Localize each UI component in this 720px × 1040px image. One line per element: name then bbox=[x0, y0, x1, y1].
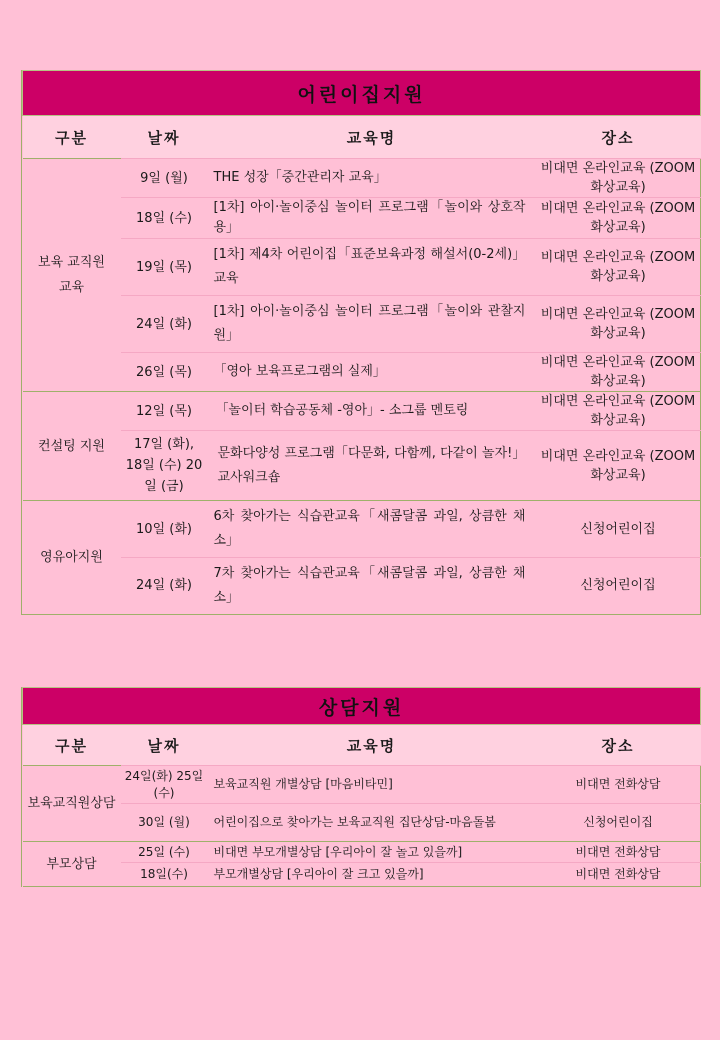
date-cell: 9일 (월) bbox=[121, 159, 208, 198]
date-cell: 24일 (화) bbox=[121, 296, 208, 353]
program-cell: 7차 찾아가는 식습관교육「새콤달콤 과일, 상큼한 채소」 bbox=[208, 558, 536, 614]
category-cell: 보육교직원상담 bbox=[23, 766, 121, 842]
program-cell: 비대면 부모개별상담 [우리아이 잘 놀고 있을까] bbox=[208, 842, 536, 863]
table-row bbox=[23, 239, 701, 296]
header-category: 구분 bbox=[23, 116, 121, 159]
table-row bbox=[23, 842, 701, 863]
program-cell: 6차 찾아가는 식습관교육「새콤달콤 과일, 상큼한 채소」 bbox=[208, 501, 536, 558]
counseling-support-section bbox=[21, 687, 701, 887]
header-place: 장소 bbox=[536, 725, 701, 766]
place-cell: 비대면 전화상담 bbox=[536, 766, 701, 804]
table-row bbox=[23, 198, 701, 239]
category-cell: 부모상담 bbox=[23, 842, 121, 887]
table-row bbox=[23, 501, 701, 558]
childcare-support-section bbox=[21, 70, 701, 615]
place-cell: 비대면 온라인교육 (ZOOM 화상교육) bbox=[536, 353, 701, 392]
place-cell: 비대면 온라인교육 (ZOOM 화상교육) bbox=[536, 159, 701, 198]
header-date: 날짜 bbox=[121, 725, 208, 766]
program-cell: 어린이집으로 찾아가는 보육교직원 집단상담-마음돌봄 bbox=[208, 804, 536, 842]
table-row bbox=[23, 804, 701, 842]
category-cell: 컨설팅 지원 bbox=[23, 392, 121, 501]
place-cell: 신청어린이집 bbox=[536, 501, 701, 558]
date-cell: 19일 (목) bbox=[121, 239, 208, 296]
program-cell: 「영아 보육프로그램의 실제」 bbox=[208, 353, 536, 392]
program-cell: [1차] 아이·놀이중심 놀이터 프로그램「놀이와 관찰지원」 bbox=[208, 296, 536, 353]
counseling-support-table bbox=[22, 687, 701, 887]
date-cell: 24일(화) 25일(수) bbox=[121, 766, 208, 804]
program-cell: 부모개별상담 [우리아이 잘 크고 있을까] bbox=[208, 863, 536, 887]
date-cell: 25일 (수) bbox=[121, 842, 208, 863]
program-cell: 보육교직원 개별상담 [마음비타민] bbox=[208, 766, 536, 804]
header-category: 구분 bbox=[23, 725, 121, 766]
category-cell: 영유아지원 bbox=[23, 501, 121, 614]
place-cell: 비대면 전화상담 bbox=[536, 863, 701, 887]
program-cell: 「놀이터 학습공동체 -영아」- 소그룹 멘토링 bbox=[208, 392, 536, 431]
table-row bbox=[23, 863, 701, 887]
place-cell: 비대면 온라인교육 (ZOOM 화상교육) bbox=[536, 198, 701, 239]
place-cell: 신청어린이집 bbox=[536, 558, 701, 614]
place-cell: 비대면 온라인교육 (ZOOM 화상교육) bbox=[536, 296, 701, 353]
place-cell: 비대면 온라인교육 (ZOOM 화상교육) bbox=[536, 431, 701, 501]
table-row bbox=[23, 296, 701, 353]
place-cell: 신청어린이집 bbox=[536, 804, 701, 842]
table-row bbox=[23, 766, 701, 804]
program-cell: THE 성장「중간관리자 교육」 bbox=[208, 159, 536, 198]
table-row bbox=[23, 431, 701, 501]
date-cell: 24일 (화) bbox=[121, 558, 208, 614]
section-title: 상담지원 bbox=[23, 688, 701, 725]
childcare-support-table bbox=[22, 70, 701, 614]
program-cell: [1차] 제4차 어린이집「표준보육과정 해설서(0-2세)」교육 bbox=[208, 239, 536, 296]
table-row bbox=[23, 558, 701, 614]
table-row bbox=[23, 159, 701, 198]
date-cell: 18일(수) bbox=[121, 863, 208, 887]
category-cell: 보육 교직원 교육 bbox=[23, 159, 121, 392]
header-place: 장소 bbox=[536, 116, 701, 159]
date-cell: 17일 (화), 18일 (수) 20일 (금) bbox=[121, 431, 208, 501]
header-program: 교육명 bbox=[208, 725, 536, 766]
table-row bbox=[23, 392, 701, 431]
date-cell: 12일 (목) bbox=[121, 392, 208, 431]
place-cell: 비대면 전화상담 bbox=[536, 842, 701, 863]
header-date: 날짜 bbox=[121, 116, 208, 159]
section-title: 어린이집지원 bbox=[23, 71, 701, 116]
header-program: 교육명 bbox=[208, 116, 536, 159]
program-cell: 문화다양성 프로그램「다문화, 다함께, 다같이 놀자!」교사워크숍 bbox=[208, 431, 536, 501]
table-row bbox=[23, 353, 701, 392]
date-cell: 18일 (수) bbox=[121, 198, 208, 239]
date-cell: 26일 (목) bbox=[121, 353, 208, 392]
place-cell: 비대면 온라인교육 (ZOOM 화상교육) bbox=[536, 239, 701, 296]
date-cell: 10일 (화) bbox=[121, 501, 208, 558]
program-cell: [1차] 아이·놀이중심 놀이터 프로그램「놀이와 상호작용」 bbox=[208, 198, 536, 239]
place-cell: 비대면 온라인교육 (ZOOM 화상교육) bbox=[536, 392, 701, 431]
date-cell: 30일 (월) bbox=[121, 804, 208, 842]
